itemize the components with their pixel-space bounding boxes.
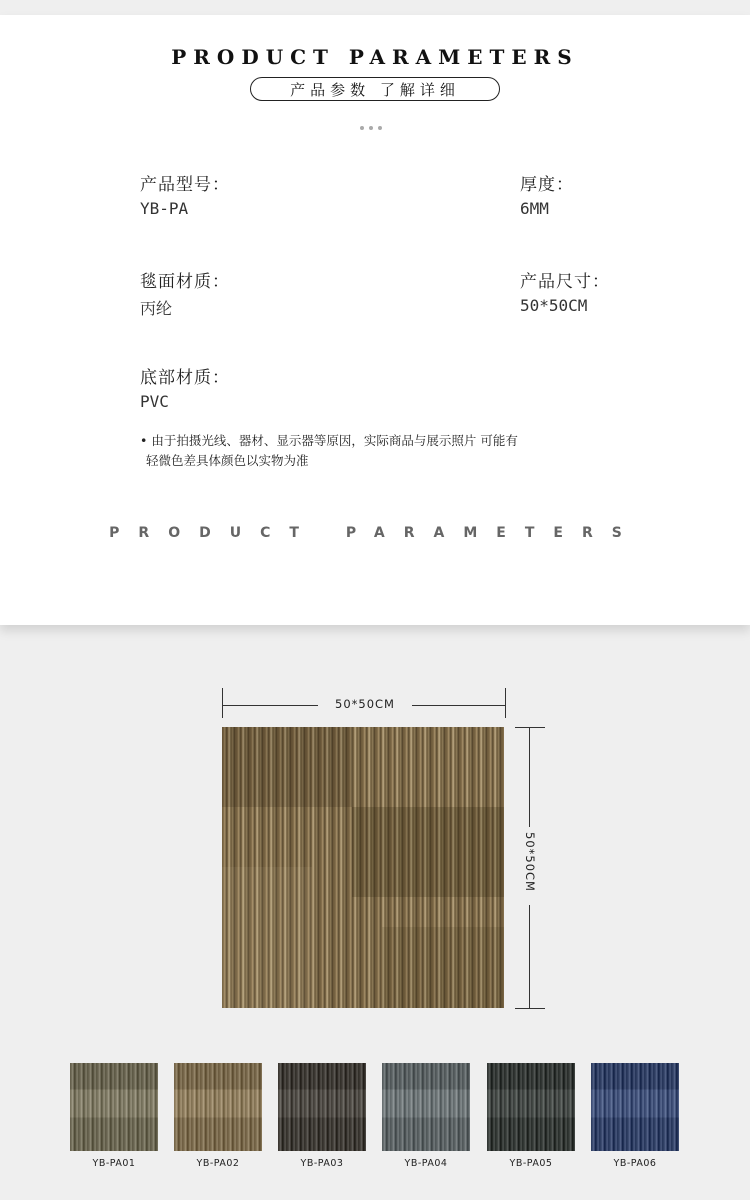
tile-shading [382,927,504,1008]
dimension-line-top [529,727,530,827]
param-label: 厚度： [520,175,574,195]
param-value: PVC [140,392,169,411]
dot [378,126,382,130]
tile-shading [222,727,352,807]
swatch-yb-pa02[interactable] [174,1063,262,1151]
param-label: 产品尺寸： [520,272,610,292]
height-label: 50*50CM [523,832,537,892]
dimension-line-left [222,705,318,706]
swatch-yb-pa04[interactable] [382,1063,470,1151]
subtitle-pill: 产品参数 了解详细 [250,77,500,101]
param-value: 6MM [520,199,549,218]
dimension-tick-top [515,727,545,728]
param-model [140,170,230,218]
tile-shading [352,807,504,897]
dimension-tick-bottom [515,1008,545,1009]
dots-divider [360,115,390,121]
param-size [520,267,610,315]
dot [369,126,373,130]
dot [360,126,364,130]
param-value: YB-PA [140,199,189,218]
footer-word: PRODUCT [109,525,318,541]
swatch-yb-pa05[interactable] [487,1063,575,1151]
swatch-yb-pa06[interactable] [591,1063,679,1151]
param-value: 丙纶 [140,299,173,318]
param-value: 50*50CM [520,296,588,315]
param-label: 底部材质： [140,368,230,388]
param-surface-material [140,267,230,319]
dimension-line-right [412,705,505,706]
swatch-label: YB-PA02 [196,1158,240,1169]
swatch-label: YB-PA03 [300,1158,344,1169]
swatch-label: YB-PA05 [509,1158,553,1169]
note-line: • 由于拍摄光线、器材、显示器等原因，实际商品与展示照片 可能有 [140,433,518,448]
page-title: PRODUCT PARAMETERS [171,45,579,69]
swatch-yb-pa03[interactable] [278,1063,366,1151]
footer-word: PARAMETERS [345,525,641,541]
param-label: 产品型号： [140,175,230,195]
width-label: 50*50CM [335,697,395,711]
swatch-label: YB-PA04 [404,1158,448,1169]
param-thickness [520,170,574,218]
parameters-card [0,15,750,625]
color-disclaimer [140,431,630,471]
swatch-yb-pa01[interactable] [70,1063,158,1151]
footer-title [0,525,750,541]
swatch-label: YB-PA01 [92,1158,136,1169]
tile-shading [222,867,312,1008]
dimension-line-bottom [529,905,530,1008]
note-line: 轻微色差具体颜色以实物为准 [146,453,309,468]
carpet-tile-image [222,727,504,1008]
dimension-tick-left [222,688,223,718]
dimension-tick-right [505,688,506,718]
param-label: 毯面材质： [140,272,230,292]
swatch-label: YB-PA06 [613,1158,657,1169]
param-base-material [140,363,230,411]
